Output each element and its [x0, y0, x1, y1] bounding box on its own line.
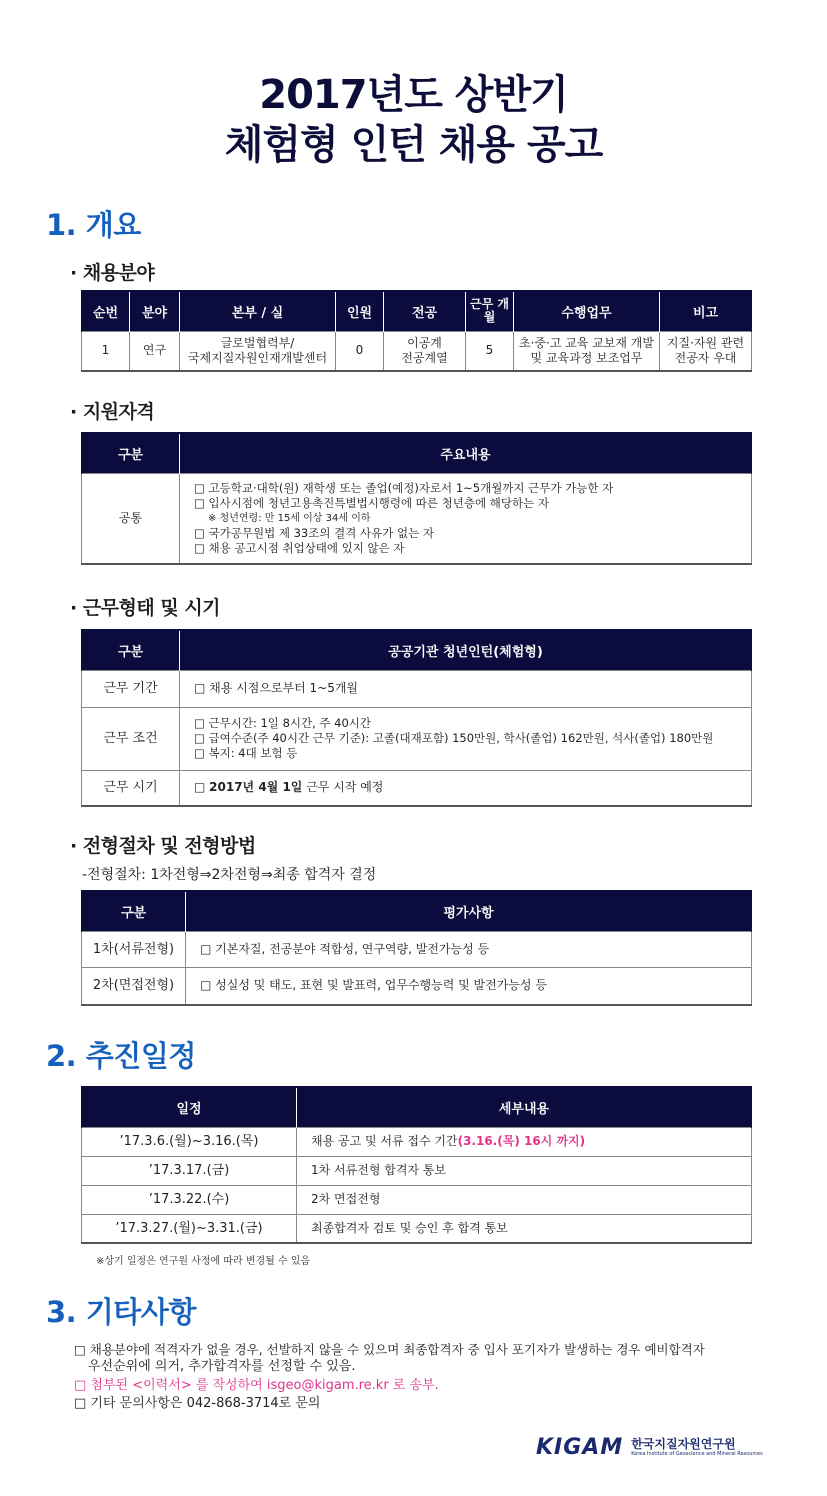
col-header: 세부내용: [297, 1087, 752, 1127]
cell-note: [660, 331, 752, 371]
col-header: 일정: [82, 1087, 297, 1127]
qual-note: ※ 청년연령: 만 15세 이상 34세 이하: [208, 512, 371, 524]
selection-heading: · 전형절차 및 전형방법: [70, 835, 256, 857]
selection-flow: -전형절차: 1차전형⇒2차전형⇒최종 합격자 결정: [82, 867, 377, 883]
col-header: 구분: [82, 433, 180, 473]
col-header: 주요내용: [180, 433, 752, 473]
qual-item: □ 고등학교·대학(원) 재학생 또는 졸업(예정)자로서 1~5개월까지 근무가 가능한 자: [194, 480, 614, 495]
qualification-table: [81, 432, 752, 565]
table-row: [82, 331, 752, 371]
major-line: 이공계: [407, 335, 442, 350]
table-row: [82, 473, 752, 564]
table-row: [82, 1214, 752, 1243]
dept-line: 국제지질자원인재개발센터: [187, 350, 328, 365]
etc-item-3: □ 기타 문의사항은 042-868-3714로 문의: [74, 1396, 321, 1411]
dept-line: 글로벌협력부/: [220, 335, 295, 350]
logo-name-en: Korea Institute of Geoscience and Mineral Resources: [631, 1450, 763, 1457]
cell-label: 공통: [82, 473, 180, 564]
cell-field: 연구: [130, 331, 180, 371]
cond-item: □ 복지: 4대 보험 등: [194, 746, 298, 760]
cell-date: ’17.3.22.(수): [82, 1185, 297, 1214]
cell-months: 5: [466, 331, 514, 371]
qual-item: □ 국가공무원법 제 33조의 결격 사유가 없는 자: [194, 525, 434, 540]
task-line: 초·중·고 교육 교보재 개발: [519, 335, 654, 350]
deadline-highlight: (3.16.(목) 16시 까지): [457, 1134, 586, 1148]
col-header: 인원: [336, 291, 384, 331]
desc-text: 채용 공고 및 서류 접수 기간: [311, 1134, 458, 1148]
table-row: [82, 670, 752, 707]
cell-desc: [297, 1127, 752, 1156]
qual-item: □ 채용 공고시점 취업상태에 있지 않은 자: [194, 540, 405, 555]
cell-date: ’17.3.6.(월)~3.16.(목): [82, 1127, 297, 1156]
cell-desc: 2차 면접전형: [297, 1185, 752, 1214]
cell-label: 근무 시기: [82, 770, 180, 806]
work-type-heading: · 근무형태 및 시기: [70, 597, 221, 619]
cell-label: 근무 조건: [82, 707, 180, 770]
section-etc-heading: 3. 기타사항: [46, 1295, 196, 1329]
cell-task: [514, 331, 660, 371]
col-header: 구분: [82, 630, 180, 670]
table-header-row: [82, 891, 752, 931]
cond-item: □ 근무시간: 1일 8시간, 주 40시간: [194, 716, 372, 730]
qualification-heading: · 지원자격: [70, 401, 155, 423]
start-box: □: [194, 780, 210, 795]
table-row: [82, 1185, 752, 1214]
selection-table: [81, 890, 752, 1006]
cell-content: [180, 707, 752, 770]
cell-no: 1: [82, 331, 130, 371]
table-row: [82, 931, 752, 967]
col-header: 분야: [130, 291, 180, 331]
cell-desc: 최종합격자 검토 및 승인 후 합격 통보: [297, 1214, 752, 1243]
recruit-field-table: [81, 290, 752, 372]
work-type-table: [81, 629, 752, 807]
cell-content: [180, 770, 752, 806]
table-header-row: [82, 433, 752, 473]
cell-stage: 2차(면접전형): [82, 967, 186, 1005]
note-line: 전공자 우대: [674, 350, 737, 365]
start-date: 2017년 4월 1일: [209, 780, 303, 795]
cond-item: □ 급여수준(주 40시간 근무 기준): 고졸(대재포함) 150만원, 학사(졸업) 162만원, 석사(졸업) 180만원: [194, 731, 714, 745]
logo-mark: KIGAM: [536, 1434, 624, 1460]
major-line: 전공계열: [401, 350, 448, 365]
col-header: 비고: [660, 291, 752, 331]
col-header: 평가사항: [186, 891, 752, 931]
col-header: 순번: [82, 291, 130, 331]
cell-dept: [180, 331, 336, 371]
col-header: 공공기관 청년인턴(체험형): [180, 630, 752, 670]
cell-stage: 1차(서류전형): [82, 931, 186, 967]
table-row: [82, 1127, 752, 1156]
cell-desc: □ 기본자질, 전공분야 적합성, 연구역량, 발전가능성 등: [186, 931, 752, 967]
task-line: 및 교육과정 보조업무: [530, 350, 643, 365]
table-row: [82, 967, 752, 1005]
table-header-row: [82, 1087, 752, 1127]
page-title: [0, 70, 827, 170]
etc-item-2: □ 첨부된 <이력서> 를 작성하여 isgeo@kigam.re.kr 로 송부.: [74, 1378, 439, 1393]
schedule-note: ※상기 일정은 연구원 사정에 따라 변경될 수 있음: [96, 1256, 311, 1267]
col-header: 본부 / 실: [180, 291, 336, 331]
recruit-field-heading: · 채용분야: [70, 262, 155, 284]
col-header: 근무 개월: [466, 291, 514, 331]
cell-label: 근무 기간: [82, 670, 180, 707]
table-row: [82, 770, 752, 806]
section-overview-heading: 1. 개요: [46, 208, 141, 242]
table-row: [82, 1156, 752, 1185]
cell-major: [384, 331, 466, 371]
cell-date: ’17.3.17.(금): [82, 1156, 297, 1185]
col-header: 구분: [82, 891, 186, 931]
cell-date: ’17.3.27.(월)~3.31.(금): [82, 1214, 297, 1243]
kigam-logo: [536, 1432, 763, 1462]
title-line-1: 2017년도 상반기: [259, 72, 568, 118]
etc-line: 우선순위에 의거, 추가합격자를 선정할 수 있음.: [88, 1359, 356, 1374]
cell-desc: □ 성실성 및 태도, 표현 및 발표력, 업무수행능력 및 발전가능성 등: [186, 967, 752, 1005]
section-schedule-heading: 2. 추진일정: [46, 1039, 196, 1073]
col-header: 수행업무: [514, 291, 660, 331]
schedule-table: [81, 1086, 752, 1244]
table-header-row: [82, 291, 752, 331]
title-line-2: 체험형 인턴 채용 공고: [224, 122, 603, 168]
cell-count: 0: [336, 331, 384, 371]
logo-name-ko: 한국지질자원연구원: [631, 1436, 736, 1451]
cell-content: □ 채용 시점으로부터 1~5개월: [180, 670, 752, 707]
table-row: [82, 707, 752, 770]
col-header: 전공: [384, 291, 466, 331]
cell-content: [180, 473, 752, 564]
qual-item: □ 입사시점에 청년고용촉진특별법시행령에 따른 청년층에 해당하는 자: [194, 495, 549, 510]
note-line: 지질·자원 관련: [666, 335, 745, 350]
etc-item-1: [74, 1341, 774, 1375]
logo-text: [631, 1437, 763, 1458]
table-header-row: [82, 630, 752, 670]
start-rest: 근무 시작 예정: [302, 780, 384, 795]
cell-desc: 1차 서류전형 합격자 통보: [297, 1156, 752, 1185]
etc-line: □ 채용분야에 적격자가 없을 경우, 선발하지 않을 수 있으며 최종합격자 중 입사 포기자가 발생하는 경우 예비합격자: [74, 1342, 705, 1357]
